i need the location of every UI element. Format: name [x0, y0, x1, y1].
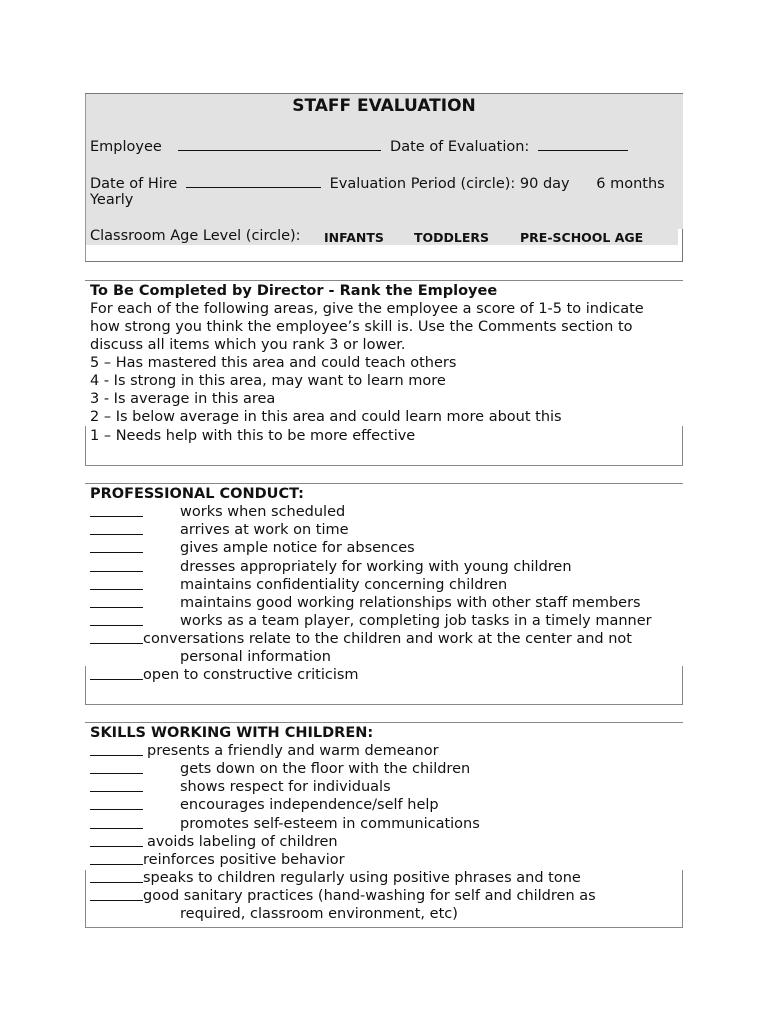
rating-blank[interactable]	[90, 760, 143, 774]
item-text: personal information	[180, 649, 331, 665]
rating-blank[interactable]	[90, 539, 143, 553]
skills-heading: SKILLS WORKING WITH CHILDREN:	[90, 725, 374, 741]
rating-blank[interactable]	[90, 594, 143, 608]
rating-blank[interactable]	[90, 851, 143, 865]
rating-blank[interactable]	[90, 887, 143, 901]
item-text: good sanitary practices (hand-washing for self and children as	[143, 888, 596, 904]
skills-section	[85, 722, 683, 928]
header-box	[85, 93, 683, 262]
item-text: maintains confidentiality concerning children	[180, 577, 508, 593]
rating-blank[interactable]	[90, 503, 143, 517]
eval-period-yearly[interactable]: Yearly	[90, 192, 134, 208]
scale-item: 1 – Needs help with this to be more effective	[90, 428, 416, 444]
rating-blank[interactable]	[90, 666, 143, 680]
item-text: dresses appropriately for working with young children	[180, 559, 572, 575]
item-text: conversations relate to the children and work at the center and not	[143, 631, 632, 647]
scale-item: 2 – Is below average in this area and could learn more about this	[90, 409, 562, 425]
eval-period-label: Evaluation Period (circle): 90 day	[329, 176, 570, 192]
date-hire-label: Date of Hire	[90, 176, 178, 192]
rating-blank[interactable]	[90, 796, 143, 810]
item-text: gets down on the floor with the children	[180, 761, 471, 777]
rating-row	[90, 760, 471, 779]
director-border-bottom	[85, 465, 683, 466]
rating-blank[interactable]	[90, 576, 143, 590]
professional-section	[85, 483, 683, 705]
rating-blank[interactable]	[90, 833, 143, 847]
item-text: works when scheduled	[180, 504, 346, 520]
employee-row	[90, 137, 628, 155]
rating-row	[90, 503, 346, 522]
rating-row	[90, 558, 572, 577]
rating-row	[90, 778, 391, 797]
director-intro-line: For each of the following areas, give the employee a score of 1-5 to indicate	[90, 301, 644, 317]
item-text: maintains good working relationships with other staff members	[180, 595, 641, 611]
director-intro-line: discuss all items which you rank 3 or lower.	[90, 337, 406, 353]
item-text: works as a team player, completing job tasks in a timely manner	[180, 613, 652, 629]
rating-row	[90, 630, 632, 649]
professional-border-right	[682, 666, 683, 705]
rating-blank[interactable]	[90, 778, 143, 792]
header-border-left	[85, 94, 86, 262]
director-heading: To Be Completed by Director - Rank the Employee	[90, 283, 498, 299]
item-text: shows respect for individuals	[180, 779, 391, 795]
header-border-right	[682, 229, 683, 262]
rating-row	[90, 833, 338, 852]
item-text: required, classroom environment, etc)	[180, 906, 458, 922]
professional-border-top	[85, 483, 683, 484]
rating-blank[interactable]	[90, 869, 143, 883]
rating-row	[90, 796, 439, 815]
director-border-top	[85, 280, 683, 281]
item-text: avoids labeling of children	[147, 834, 338, 850]
item-text: open to constructive criticism	[143, 667, 359, 683]
skills-border-left	[85, 870, 86, 928]
item-text: reinforces positive behavior	[143, 852, 345, 868]
rating-row	[90, 594, 641, 613]
employee-field[interactable]	[178, 137, 381, 151]
director-section	[85, 280, 683, 466]
rating-blank[interactable]	[90, 612, 143, 626]
item-text: gives ample notice for absences	[180, 540, 415, 556]
skills-border-bottom	[85, 927, 683, 928]
age-infants[interactable]: INFANTS	[324, 230, 384, 245]
professional-border-bottom	[85, 704, 683, 705]
item-text: arrives at work on time	[180, 522, 349, 538]
employee-label: Employee	[90, 139, 162, 155]
rating-row	[90, 887, 596, 906]
item-text: promotes self-esteem in communications	[180, 816, 480, 832]
rating-row	[90, 612, 652, 631]
age-toddlers[interactable]: TODDLERS	[414, 230, 490, 245]
rating-row	[90, 851, 345, 870]
scale-item: 5 – Has mastered this area and could teach others	[90, 355, 457, 371]
professional-heading: PROFESSIONAL CONDUCT:	[90, 486, 304, 502]
age-preschool[interactable]: PRE-SCHOOL AGE	[520, 230, 644, 245]
skills-border-right	[682, 870, 683, 928]
rating-row	[90, 576, 508, 595]
rating-blank[interactable]	[90, 742, 143, 756]
date-hire-field[interactable]	[186, 174, 321, 188]
director-intro-line: how strong you think the employee’s skill is. Use the Comments section to	[90, 319, 633, 335]
date-eval-field[interactable]	[538, 137, 628, 151]
scale-item: 4 - Is strong in this area, may want to learn more	[90, 373, 446, 389]
rating-blank[interactable]	[90, 521, 143, 535]
eval-period-6mo[interactable]: 6 months	[596, 176, 665, 192]
rating-row	[90, 539, 415, 558]
scale-item: 3 - Is average in this area	[90, 391, 276, 407]
item-text: speaks to children regularly using positive phrases and tone	[143, 870, 581, 886]
skills-border-top	[85, 722, 683, 723]
director-border-left	[85, 426, 86, 466]
rating-row	[90, 742, 439, 761]
age-level-label: Classroom Age Level (circle):	[90, 228, 301, 244]
form-title: STAFF EVALUATION	[292, 96, 476, 116]
item-text: encourages independence/self help	[180, 797, 439, 813]
item-text: presents a friendly and warm demeanor	[147, 743, 439, 759]
rating-row	[90, 869, 581, 888]
rating-blank[interactable]	[90, 558, 143, 572]
rating-row	[90, 815, 480, 834]
date-eval-label: Date of Evaluation:	[390, 139, 530, 155]
rating-blank[interactable]	[90, 630, 143, 644]
director-border-right	[682, 426, 683, 466]
rating-row	[90, 521, 349, 540]
header-border-bottom	[85, 261, 683, 262]
professional-border-left	[85, 666, 86, 705]
date-hire-row	[90, 174, 665, 192]
rating-blank[interactable]	[90, 815, 143, 829]
rating-row	[90, 666, 359, 685]
